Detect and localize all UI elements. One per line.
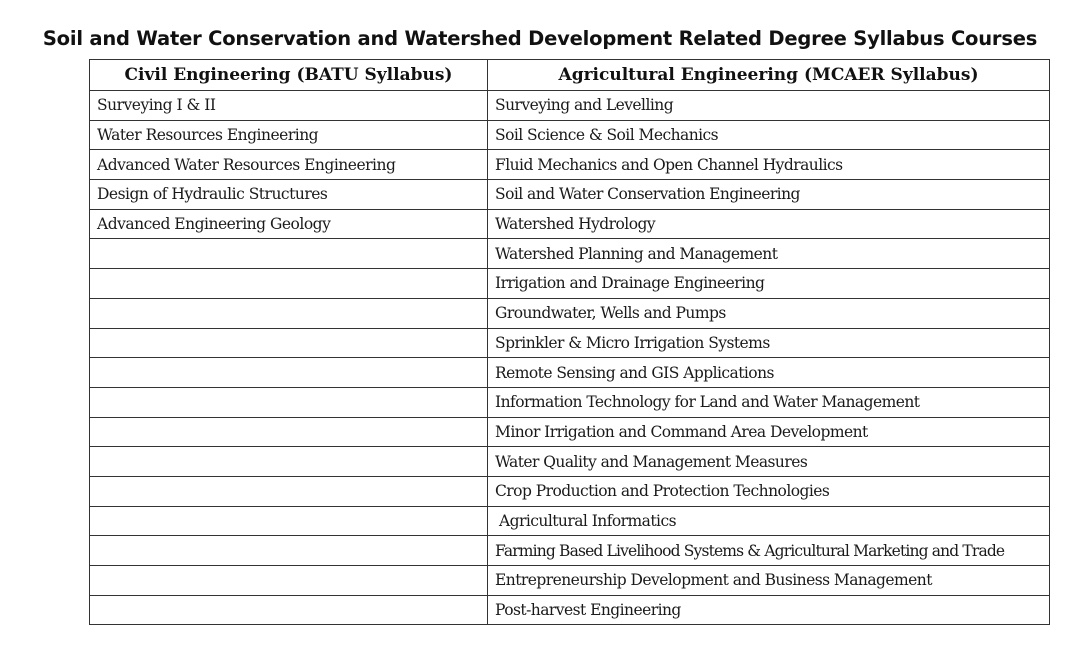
table-row (90, 298, 1050, 328)
table-header-row (90, 60, 1050, 91)
agricultural-course-cell: Agricultural Informatics (488, 506, 1050, 536)
table-row (90, 328, 1050, 358)
civil-course-cell: Advanced Water Resources Engineering (90, 150, 488, 180)
table-row (90, 180, 1050, 210)
agricultural-course-cell: Entrepreneurship Development and Business Management (488, 566, 1050, 596)
syllabus-courses-table (89, 59, 1050, 625)
agricultural-course-cell: Soil Science & Soil Mechanics (488, 120, 1050, 150)
agricultural-course-cell: Farming Based Livelihood Systems & Agricultural Marketing and Trade (488, 536, 1050, 566)
agricultural-course-cell: Soil and Water Conservation Engineering (488, 180, 1050, 210)
civil-course-cell: Design of Hydraulic Structures (90, 180, 488, 210)
civil-course-cell (90, 536, 488, 566)
table-row (90, 536, 1050, 566)
table-row (90, 476, 1050, 506)
table-row (90, 566, 1050, 596)
civil-course-cell: Advanced Engineering Geology (90, 209, 488, 239)
table-row (90, 417, 1050, 447)
column-header-civil-engineering: Civil Engineering (BATU Syllabus) (90, 60, 488, 91)
agricultural-course-cell: Fluid Mechanics and Open Channel Hydraulics (488, 150, 1050, 180)
agricultural-course-cell: Information Technology for Land and Water Management (488, 387, 1050, 417)
table-row (90, 358, 1050, 388)
civil-course-cell (90, 417, 488, 447)
document-title: Soil and Water Conservation and Watershed Development Related Degree Syllabus Courses (42, 27, 1038, 50)
table-row (90, 595, 1050, 625)
civil-course-cell (90, 447, 488, 477)
agricultural-course-cell: Water Quality and Management Measures (488, 447, 1050, 477)
civil-course-cell: Surveying I & II (90, 91, 488, 121)
table-row (90, 150, 1050, 180)
table-row (90, 239, 1050, 269)
table-row (90, 447, 1050, 477)
civil-course-cell (90, 328, 488, 358)
civil-course-cell (90, 506, 488, 536)
agricultural-course-cell: Sprinkler & Micro Irrigation Systems (488, 328, 1050, 358)
column-header-agricultural-engineering: Agricultural Engineering (MCAER Syllabus) (488, 60, 1050, 91)
table-row (90, 91, 1050, 121)
agricultural-course-cell: Remote Sensing and GIS Applications (488, 358, 1050, 388)
agricultural-course-cell: Crop Production and Protection Technologies (488, 476, 1050, 506)
agricultural-course-cell: Watershed Hydrology (488, 209, 1050, 239)
table-row (90, 209, 1050, 239)
agricultural-course-cell: Surveying and Levelling (488, 91, 1050, 121)
table-row (90, 269, 1050, 299)
civil-course-cell (90, 358, 488, 388)
civil-course-cell (90, 298, 488, 328)
agricultural-course-cell: Post-harvest Engineering (488, 595, 1050, 625)
civil-course-cell (90, 239, 488, 269)
table-row (90, 506, 1050, 536)
civil-course-cell (90, 387, 488, 417)
civil-course-cell (90, 595, 488, 625)
agricultural-course-cell: Groundwater, Wells and Pumps (488, 298, 1050, 328)
table-row (90, 120, 1050, 150)
civil-course-cell: Water Resources Engineering (90, 120, 488, 150)
civil-course-cell (90, 476, 488, 506)
agricultural-course-cell: Minor Irrigation and Command Area Development (488, 417, 1050, 447)
civil-course-cell (90, 566, 488, 596)
civil-course-cell (90, 269, 488, 299)
table-row (90, 387, 1050, 417)
agricultural-course-cell: Irrigation and Drainage Engineering (488, 269, 1050, 299)
agricultural-course-cell: Watershed Planning and Management (488, 239, 1050, 269)
